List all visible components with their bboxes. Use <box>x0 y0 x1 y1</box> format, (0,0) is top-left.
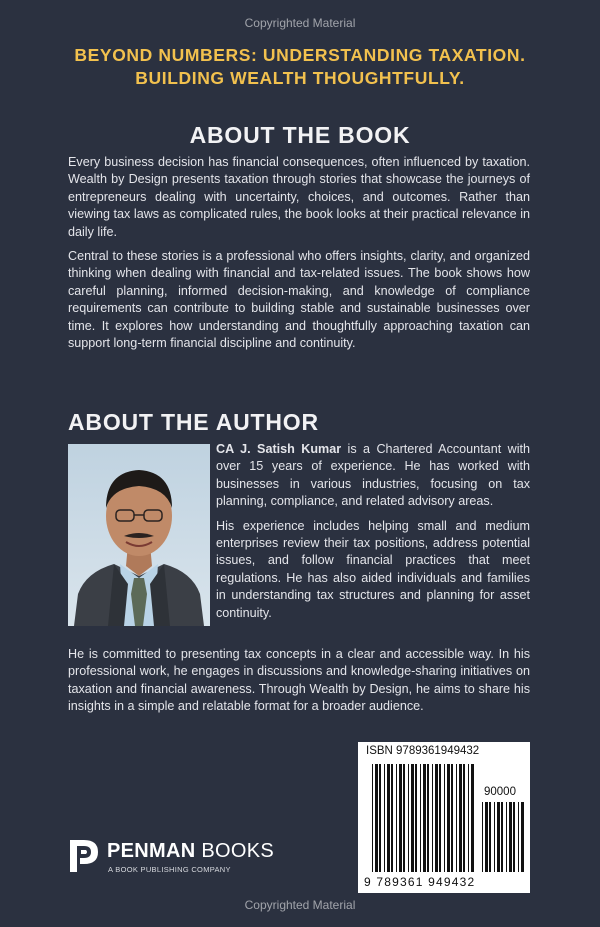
barcode-bar <box>411 764 414 872</box>
author-bio-full-width <box>68 646 530 716</box>
author-name: CA J. Satish Kumar <box>216 442 342 456</box>
barcode-bar <box>456 764 457 872</box>
publisher-name <box>107 840 274 863</box>
barcode-bar <box>387 764 390 872</box>
barcode-bar <box>509 802 512 872</box>
barcode-bar <box>463 764 465 872</box>
barcode-bar <box>506 802 507 872</box>
price-code: 90000 <box>484 786 516 798</box>
barcode-bar <box>497 802 500 872</box>
barcode-bar <box>485 802 488 872</box>
barcode-bar <box>432 764 433 872</box>
publisher-subtitle: A BOOK PUBLISHING COMPANY <box>108 865 231 874</box>
author-bio-paragraph-2: His experience includes helping small and medium enterprises review their tax positions, address potential issues, and follow financial practices that meet regulations. He has also aided individuals and families in understanding tax structures and planning for asset continuity. <box>216 518 530 620</box>
barcode-bar <box>513 802 515 872</box>
barcode-bar <box>468 764 469 872</box>
tagline-line-2: BUILDING WEALTH THOUGHTFULLY. <box>135 68 465 88</box>
penman-books-logo-icon <box>68 838 102 878</box>
barcode-bar <box>399 764 402 872</box>
barcode-bar <box>494 802 495 872</box>
barcode-bar <box>447 764 450 872</box>
watermark-bottom: Copyrighted Material <box>244 898 356 912</box>
author-bio-paragraph-3: He is committed to presenting tax concepts in a clear and accessible way. In his professional work, he engages in discussions and knowledge-sharing initiatives on taxation and financial awareness. Through Wealth by Design, he aims to share his insights in a simple and relatable format for a broader audience. <box>68 647 530 714</box>
tagline-line-1: BEYOND NUMBERS: UNDERSTANDING TAXATION. <box>74 45 526 65</box>
barcode-bar <box>427 764 429 872</box>
publisher-name-bold: PENMAN <box>107 840 196 862</box>
barcode-bar <box>501 802 503 872</box>
about-author-heading-light: ABOUT <box>68 409 161 435</box>
barcode-bar <box>420 764 421 872</box>
barcode-bar <box>444 764 445 872</box>
author-bio-paragraph-1 <box>216 441 530 511</box>
barcode-bar <box>384 764 385 872</box>
about-book-heading-light: ABOUT <box>189 122 283 148</box>
barcode-bar <box>435 764 438 872</box>
about-author-heading-bold: THE AUTHOR <box>160 409 319 435</box>
barcode-bar <box>482 802 483 872</box>
barcode-bar <box>408 764 409 872</box>
barcode-bar <box>403 764 405 872</box>
about-book-paragraph-1: Every business decision has financial consequences, often influenced by taxation. Wealth by Design presents taxation through stories that showcase the journeys of entrepreneurs dealing with uncertainty, choices, and outcomes. Rather than viewing tax laws as complicated rules, the book looks at their practical relevance in daily life. <box>68 155 530 239</box>
watermark-top: Copyrighted Material <box>244 16 356 30</box>
barcode-bar <box>396 764 397 872</box>
isbn-barcode <box>358 742 530 893</box>
barcode-bar <box>518 802 519 872</box>
barcode-bar <box>489 802 491 872</box>
barcode-bar <box>471 764 474 872</box>
barcode-box <box>358 742 530 893</box>
about-book-text <box>68 154 530 352</box>
about-book-paragraph-2: Central to these stories is a professional who offers insights, clarity, and organized thinking when dealing with financial and tax-related issues. The book shows how careful planning, informed decision-making, and knowledge of compliance requirements can contribute to building stable and sustainable businesses over time. It explores how understanding and thoughtfully approaching taxation can support long-term financial discipline and continuity. <box>68 249 530 351</box>
barcode-bar <box>451 764 453 872</box>
isbn-label: ISBN 9789361949432 <box>366 745 480 757</box>
barcode-bar <box>521 802 524 872</box>
barcode-bar <box>372 764 373 872</box>
isbn-digits: 9 789361 949432 <box>364 875 476 889</box>
author-photo <box>68 444 210 626</box>
author-bio-column <box>216 441 530 622</box>
barcode-bar <box>375 764 378 872</box>
barcode-bar <box>379 764 381 872</box>
author-portrait-image <box>68 444 210 626</box>
barcode-bar <box>423 764 426 872</box>
publisher-name-light: BOOKS <box>195 840 274 862</box>
barcode-bar <box>439 764 441 872</box>
about-author-heading <box>68 409 319 436</box>
barcode-bar <box>459 764 462 872</box>
author-bio-paragraph-1-rest: is a Chartered Accountant with over 15 years of experience. He has worked with businesses in various industries, focusing on tax planning, compliance, and related advisory areas. <box>216 442 530 509</box>
barcode-bar <box>415 764 417 872</box>
tagline <box>0 44 600 90</box>
about-book-heading <box>0 122 600 149</box>
barcode-bar <box>391 764 393 872</box>
about-book-heading-bold: THE BOOK <box>282 122 411 148</box>
